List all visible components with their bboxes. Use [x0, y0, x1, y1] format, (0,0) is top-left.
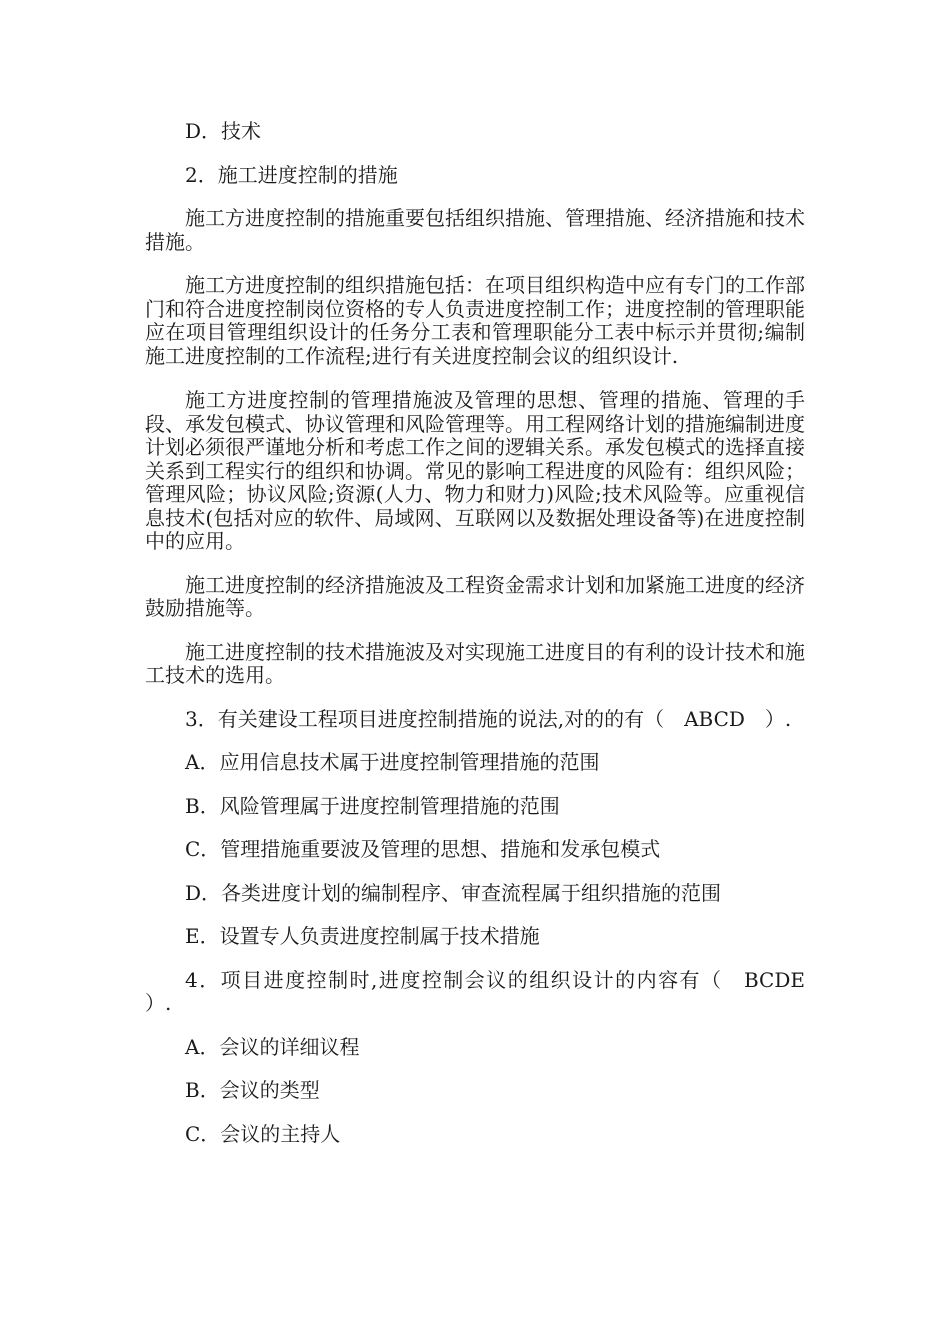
option-d-technology: D．技术 [185, 119, 262, 143]
q4-option-b: B．会议的类型 [185, 1078, 320, 1102]
q3-option-c: C．管理措施重要波及管理的思想、措施和发承包模式 [185, 837, 661, 861]
document-page [145, 119, 825, 1146]
q4-option-a: A．会议的详细议程 [185, 1034, 360, 1059]
question-3: 3．有关建设工程项目进度控制措施的说法,对的的有（ ABCD ）. [185, 706, 792, 731]
section-heading-construction-progress-measures: 2．施工进度控制的措施 [185, 162, 398, 187]
question-4: 4．项目进度控制时,进度控制会议的组织设计的内容有（ BCDE ）. [145, 967, 825, 1015]
paragraph-economic-measures: 施工进度控制的经济措施波及工程资金需求计划和加紧施工进度的经济鼓励措施等。 [145, 572, 805, 620]
q4-option-c: C．会议的主持人 [185, 1121, 341, 1146]
q3-option-e: E．设置专人负责进度控制属于技术措施 [185, 924, 540, 948]
paragraph-measures-overview: 施工方进度控制的措施重要包括组织措施、管理措施、经济措施和技术措施。 [145, 206, 805, 254]
q3-option-b: B．风险管理属于进度控制管理措施的范围 [185, 793, 560, 818]
paragraph-management-measures: 施工方进度控制的管理措施波及管理的思想、管理的措施、管理的手段、承发包模式、协议管理和风险管理等。用工程网络计划的措施编制进度计划必须很严谨地分析和考虑工作之间的逻辑关系。承发包模式的选择直接关系到工程实行的组织和协调。常见的影响工程进度的风险有：组织风险；管理风险；协议风险;资源(人力、物力和财力)风险;技术风险等。应重视信息技术(包括对应的软件、局域网、互联网以及数据处理设备等)在进度控制中的应用。 [145, 388, 805, 553]
q3-option-d: D．各类进度计划的编制程序、审查流程属于组织措施的范围 [185, 880, 722, 905]
q3-option-a: A．应用信息技术属于进度控制管理措施的范围 [185, 750, 600, 774]
paragraph-technical-measures: 施工进度控制的技术措施波及对实现施工进度目的有利的设计技术和施工技术的选用。 [145, 639, 805, 687]
paragraph-organizational-measures: 施工方进度控制的组织措施包括：在项目组织构造中应有专门的工作部门和符合进度控制岗位资格的专人负责进度控制工作；进度控制的管理职能应在项目管理组织设计的任务分工表和管理职能分工表中标示并贯彻;编制施工进度控制的工作流程;进行有关进度控制会议的组织设计. [145, 273, 805, 368]
